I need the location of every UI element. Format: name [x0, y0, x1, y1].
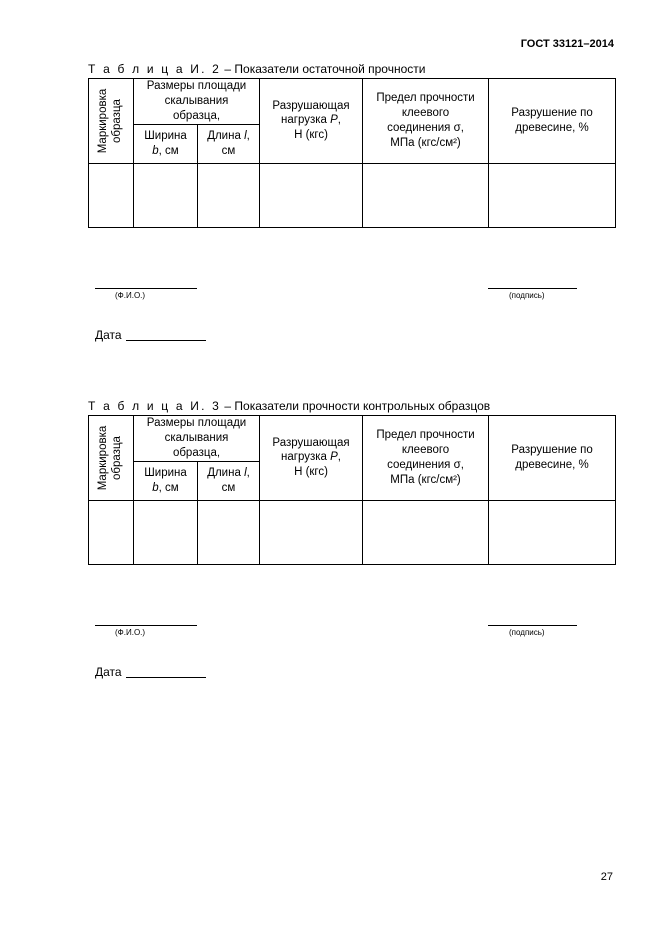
breaking-load-header: Разрушающая нагрузка P, Н (кгс) — [260, 416, 363, 501]
name-signature-line — [95, 288, 197, 289]
table-cell[interactable] — [489, 500, 616, 564]
table-cell[interactable] — [363, 163, 489, 227]
sign-label: (подпись) — [509, 628, 545, 637]
table-cell[interactable] — [489, 163, 616, 227]
table-cell[interactable] — [89, 500, 134, 564]
name-label: (Ф.И.О.) — [115, 628, 146, 637]
marking-header: Маркировка образца — [89, 79, 134, 164]
table-cell[interactable] — [134, 500, 198, 564]
length-header: Длина l, см — [198, 461, 260, 500]
table-cell[interactable] — [260, 163, 363, 227]
table-cell[interactable] — [134, 163, 198, 227]
width-header: Ширина b, см — [134, 124, 198, 163]
table-caption-label: Т а б л и ц а И. 2 — [88, 62, 222, 76]
shear-area-header: Размеры площади скалывания образца, — [134, 79, 260, 125]
sign-label: (подпись) — [509, 291, 545, 300]
table-caption-label: Т а б л и ц а И. 3 — [88, 399, 222, 413]
page-number: 27 — [600, 871, 613, 883]
date-field — [95, 665, 206, 679]
date-label: Дата — [95, 328, 122, 342]
width-header: Ширина b, см — [134, 461, 198, 500]
breaking-load-header: Разрушающая нагрузка P, Н (кгс) — [260, 79, 363, 164]
table-cell[interactable] — [363, 500, 489, 564]
table-caption-title: – Показатели прочности контрольных образцов — [221, 399, 491, 413]
name-signature-line — [95, 625, 197, 626]
table-caption-title: – Показатели остаточной прочности — [221, 62, 426, 76]
control-strength-table — [88, 415, 616, 565]
shear-area-header: Размеры площади скалывания образца, — [134, 416, 260, 462]
wood-failure-header: Разрушение по древесине, % — [489, 79, 616, 164]
table-cell[interactable] — [89, 163, 134, 227]
sign-signature-line — [488, 625, 577, 626]
date-blank[interactable] — [126, 340, 206, 341]
table-caption — [88, 62, 425, 76]
date-label: Дата — [95, 665, 122, 679]
table-cell[interactable] — [198, 163, 260, 227]
strength-limit-header: Предел прочности клеевого соединения σ, МПа (кгс/см²) — [363, 416, 489, 501]
document-number: ГОСТ 33121–2014 — [520, 38, 614, 50]
table-cell[interactable] — [260, 500, 363, 564]
date-field — [95, 328, 206, 342]
length-header: Длина l, см — [198, 124, 260, 163]
name-label: (Ф.И.О.) — [115, 291, 146, 300]
wood-failure-header: Разрушение по древесине, % — [489, 416, 616, 501]
table-row — [89, 163, 616, 227]
strength-limit-header: Предел прочности клеевого соединения σ, МПа (кгс/см²) — [363, 79, 489, 164]
table-row — [89, 500, 616, 564]
header-row — [89, 79, 616, 125]
table-cell[interactable] — [198, 500, 260, 564]
sign-signature-line — [488, 288, 577, 289]
header-row — [89, 416, 616, 462]
table-caption — [88, 399, 490, 413]
date-blank[interactable] — [126, 677, 206, 678]
marking-header: Маркировка образца — [89, 416, 134, 501]
residual-strength-table — [88, 78, 616, 228]
